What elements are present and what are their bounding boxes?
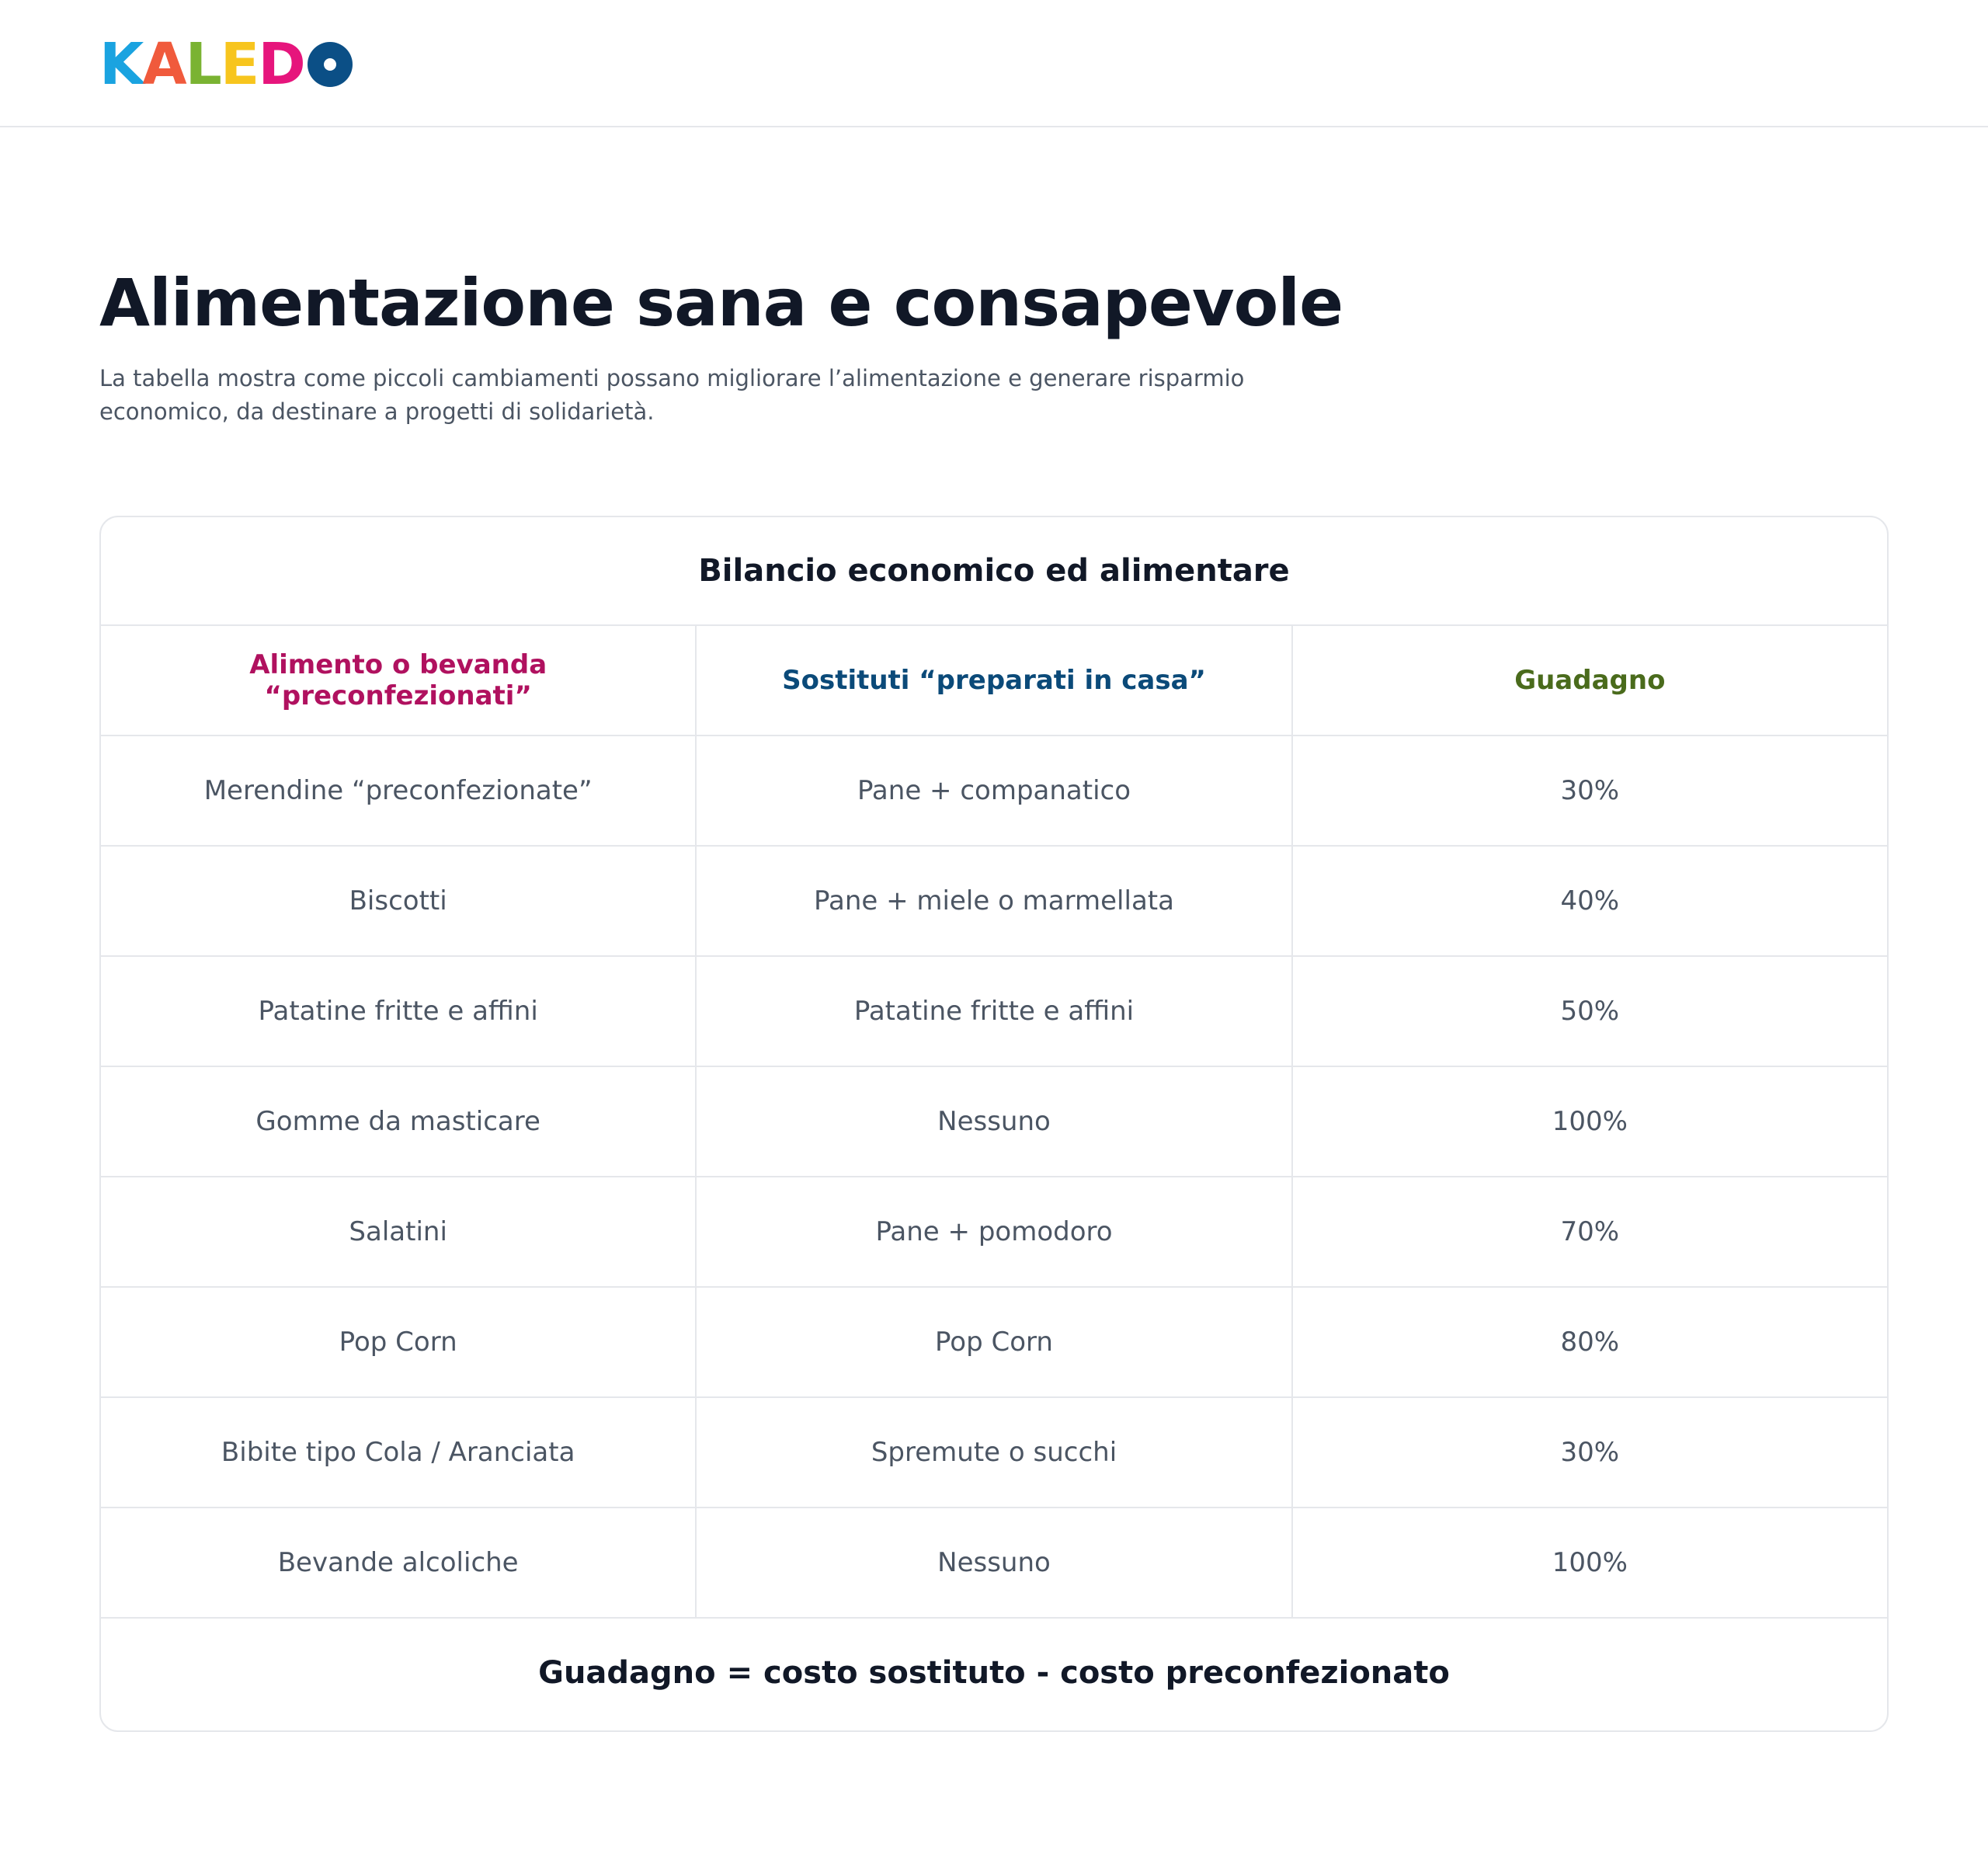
page-title: Alimentazione sana e consapevole — [99, 265, 1343, 341]
cell-gain: 80% — [1560, 1327, 1620, 1358]
cell-packaged: Salatini — [101, 1177, 697, 1286]
header-gain: Guadagno — [1514, 665, 1666, 696]
balance-table — [99, 516, 1889, 1732]
cell-substitute: Nessuno — [697, 1067, 1292, 1176]
cell-substitute: Pane + companatico — [697, 736, 1292, 845]
site-header — [0, 0, 1988, 127]
kaledo-logo[interactable] — [99, 31, 353, 98]
logo-letter-a: A — [142, 31, 186, 98]
table-row — [101, 1067, 1887, 1177]
table-row — [101, 1398, 1887, 1508]
cell-substitute: Pane + miele o marmellata — [697, 847, 1292, 955]
cell-substitute: Pane + pomodoro — [697, 1177, 1292, 1286]
header-homemade-substitute: Sostituti “preparati in casa” — [697, 626, 1292, 735]
cell-substitute: Nessuno — [697, 1508, 1292, 1617]
cell-gain: 100% — [1552, 1547, 1628, 1578]
cell-packaged: Bibite tipo Cola / Aranciata — [101, 1398, 697, 1507]
cell-packaged: Patatine fritte e affini — [101, 957, 697, 1066]
cell-gain: 70% — [1560, 1216, 1620, 1247]
cell-substitute: Spremute o succhi — [697, 1398, 1292, 1507]
header-packaged-food: Alimento o bevanda “preconfezionati” — [101, 626, 697, 735]
cell-substitute: Pop Corn — [697, 1288, 1292, 1396]
logo-letter-e: E — [220, 31, 259, 98]
cell-gain: 50% — [1560, 996, 1620, 1027]
cell-packaged: Pop Corn — [101, 1288, 697, 1396]
table-header-row — [101, 626, 1887, 736]
cell-gain: 30% — [1560, 1437, 1620, 1468]
table-row — [101, 736, 1887, 847]
cell-packaged: Gomme da masticare — [101, 1067, 697, 1176]
logo-letter-l: L — [185, 31, 221, 98]
table-row — [101, 1508, 1887, 1619]
cell-substitute: Patatine fritte e affini — [697, 957, 1292, 1066]
cell-packaged: Biscotti — [101, 847, 697, 955]
table-row — [101, 847, 1887, 957]
table-row — [101, 1177, 1887, 1288]
cell-packaged: Bevande alcoliche — [101, 1508, 697, 1617]
table-formula-footer: Guadagno = costo sostituto - costo preconfezionato — [538, 1655, 1450, 1691]
logo-letter-d: D — [258, 31, 304, 98]
logo-letter-k: K — [99, 31, 143, 98]
cell-gain: 100% — [1552, 1106, 1628, 1137]
table-row — [101, 957, 1887, 1067]
cell-gain: 40% — [1560, 885, 1620, 916]
cell-packaged: Merendine “preconfezionate” — [101, 736, 697, 845]
table-caption: Bilancio economico ed alimentare — [101, 517, 1887, 626]
logo-letter-o — [308, 42, 353, 87]
cell-gain: 30% — [1560, 775, 1620, 806]
page-subtitle: La tabella mostra come piccoli cambiamenti possano migliorare l’alimentazione e generare risparmio economico, da destinare a progetti di solidarietà. — [99, 365, 1245, 425]
table-row — [101, 1288, 1887, 1398]
